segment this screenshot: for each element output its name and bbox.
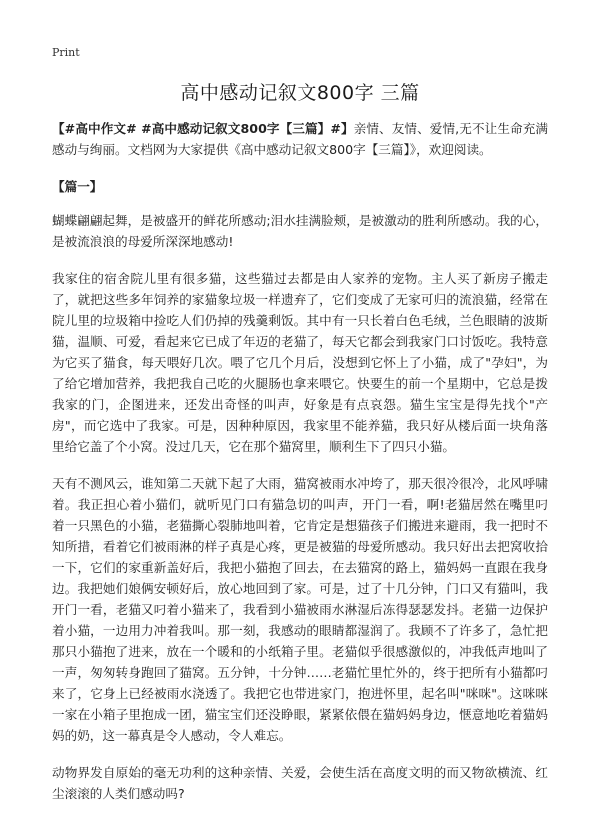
paragraph-1: 蝴蝶翩翩起舞，是被盛开的鲜花所感动;泪水挂满脸颊，是被激动的胜利所感动。我的心，是被流浪浪的母爱所深深地感动! bbox=[52, 213, 548, 249]
document-title: 高中感动记叙文800字 三篇 bbox=[180, 82, 420, 104]
paragraph-2: 我家住的宿舍院儿里有很多猫，这些猫过去都是由人家养的宠物。主人买了新房子搬走了，就把这些多年饲养的家猫象垃圾一样遗弃了，它们变成了无家可归的流浪猫，经常在院儿里的垃圾箱中捡吃人们仍掉的残羹剩饭。其中有一只长着白色毛绒，兰色眼睛的波斯猫，温顺、可爱，看起来它已成了年迈的老猫了，每天它都会到我家门口讨饭吃。我特意为它买了猫食，每天喂好几次。喂了它几个月后，没想到它怀上了小猫，成了"孕妇"，为了给它增加营养，我把我自己吃的火腿肠也拿来喂它。快要生的前一个星期中，它总是拨我家的门，企图进来，还发出奇怪的叫声，好象是有点哀怨。猫生宝宝是得先找个"产房"，而它选中了我家。可是，因种种原因，我家里不能养猫，我只好从楼后面一块角落里给它盖了个小窝。没过几天，它在那个猫窝里，顺利生下了四只小猫。 bbox=[52, 271, 548, 454]
section-heading: 【篇一】 bbox=[52, 179, 103, 194]
paragraph-4: 动物界发自原始的毫无功利的这种亲情、关爱，会使生活在高度文明的而又物欲横流、红尘滚滚的人类们感动吗? bbox=[52, 765, 548, 801]
paragraph-3: 天有不测风云，谁知第二天就下起了大雨，猫窝被雨水冲垮了，那天很冷很冷，北风呼啸着。我正担心着小猫们，就听见门口有猫急切的叫声，开门一看，啊!老猫居然在嘴里叼着一只黑色的小猫，老猫撕心裂肺地叫着，它肯定是想猫孩子们搬进来避雨，我一把时不知所措，看着它们被雨淋的样子真是心疼，更是被猫的母爱所感动。我只好出去把窝收拾一下，它们的家重新盖好后，我把小猫抱了回去，在去猫窝的路上，猫妈妈一直跟在我身边。我把她们娘俩安顿好后，放心地回到了家。可是，过了十几分钟，门口又有猫叫，我开门一看，老猫又叼着小猫来了，我看到小猫被雨水淋湿后冻得瑟瑟发抖。老猫一边保护着小猫，一边用力冲着我叫。那一刻，我感动的眼睛都湿润了。我顾不了许多了，急忙把那只小猫抱了进来，放在一个暖和的小纸箱子里。老猫似乎很感激似的，冲我低声地叫了一声，匆匆转身跑回了猫窝。五分钟，十分钟……老猫忙里忙外的，终于把所有小猫都叼来了，它身上已经被雨水浇透了。我把它也带进家门，抱进怀里，起名叫"咪咪"。这咪咪一家在小箱子里抱成一团，猫宝宝们还没睁眼，紧紧依偎在猫妈妈身边，惬意地吃着猫妈妈的奶，这一幕真是令人感动，令人难忘。 bbox=[52, 476, 548, 743]
intro-text: 亲情、友情、爱情,无不让生命充满感动与绚丽。文档网为大家提供《高中感动记叙文800字【三篇】》，欢迎阅读。 bbox=[52, 121, 548, 157]
intro-tags: 【#高中作文# #高中感动记叙文800字【三篇】#】 bbox=[52, 121, 354, 136]
print-link[interactable]: Print bbox=[52, 46, 80, 59]
intro-paragraph bbox=[52, 118, 548, 160]
document-body bbox=[52, 118, 548, 820]
